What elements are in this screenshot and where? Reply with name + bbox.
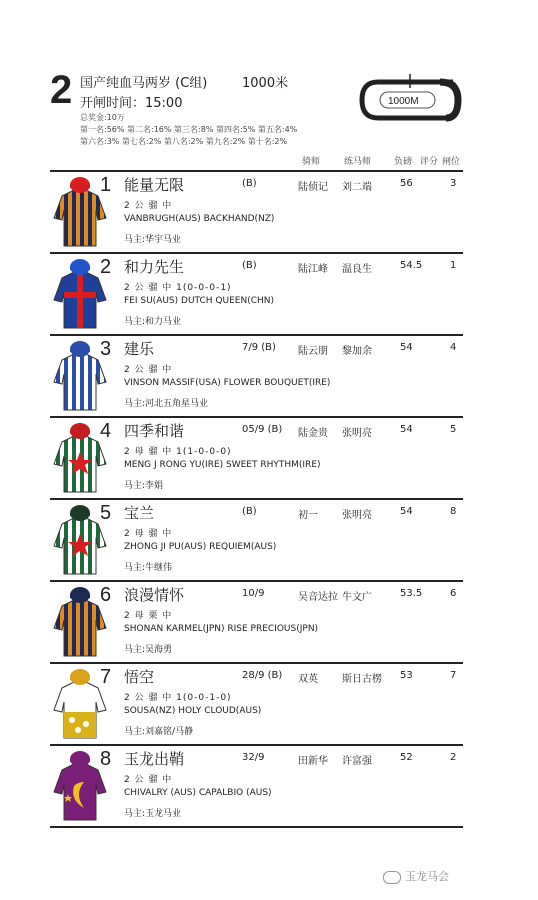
table-end-divider	[50, 826, 463, 828]
weight: 56	[400, 178, 413, 189]
horse-odds: (B)	[242, 178, 257, 189]
horse-odds: 28/9 (B)	[242, 670, 283, 681]
prize-split-line-2: 第六名:3% 第七名:2% 第八名:2% 第九名:2% 第十名:2%	[80, 137, 288, 146]
total-prize: 总奖金:10万	[80, 113, 125, 122]
weight: 54	[400, 424, 413, 435]
jockey-name: 陆云朋	[298, 346, 328, 357]
gate: 5	[450, 424, 457, 435]
horse-row	[50, 580, 463, 662]
start-time: 开闸时间：15:00	[80, 96, 183, 111]
race-title: 国产纯血马两岁 (C组)	[80, 76, 208, 91]
horse-info: 2 公 骝 中 1(0-0-1-0)	[124, 693, 232, 703]
trainer-name: 牛文广	[342, 592, 372, 603]
pedigree: CHIVALRY (AUS) CAPALBIO (AUS)	[124, 788, 272, 798]
jockey-name: 陆江峰	[298, 264, 328, 275]
horse-name: 和力先生	[124, 258, 185, 276]
horse-row	[50, 498, 463, 580]
track-label: 1000M	[388, 96, 419, 107]
gate: 8	[450, 506, 457, 517]
gate: 3	[450, 178, 457, 189]
gate: 6	[450, 588, 457, 599]
pedigree: VINSON MASSIF(USA) FLOWER BOUQUET(IRE)	[124, 378, 331, 388]
horse-row	[50, 416, 463, 498]
header-weight: 负磅	[394, 157, 413, 167]
horse-name: 悟空	[124, 668, 155, 686]
horse-info: 2 母 骝 中	[124, 529, 173, 539]
watermark: 玉龙马会	[383, 868, 449, 884]
race-number: 2	[50, 68, 73, 112]
owner: 马主:刘嘉铭/马静	[124, 727, 194, 737]
horse-row	[50, 662, 463, 744]
owner: 马主:和力马业	[124, 317, 182, 327]
horse-name: 四季和谐	[124, 422, 185, 440]
horse-row	[50, 334, 463, 416]
jockey-name: 吴音达拉	[298, 592, 338, 603]
weight: 53	[400, 670, 413, 681]
weight: 54	[400, 342, 413, 353]
weight: 52	[400, 752, 413, 763]
trainer-name: 张明亮	[342, 428, 372, 439]
horse-info: 2 母 栗 中	[124, 611, 173, 621]
gate: 1	[450, 260, 457, 271]
horse-row	[50, 252, 463, 334]
horse-name: 建乐	[124, 340, 155, 358]
wechat-logo-icon	[383, 871, 401, 884]
trainer-name: 许富强	[342, 756, 372, 767]
owner: 马主:吴海勇	[124, 645, 173, 655]
horse-name: 玉龙出鞘	[124, 750, 185, 768]
header-gate: 闸位	[442, 157, 461, 167]
pedigree: FEI SU(AUS) DUTCH QUEEN(CHN)	[124, 296, 275, 306]
race-card	[50, 0, 463, 900]
trainer-name: 刘二端	[342, 182, 372, 193]
pedigree: VANBRUGH(AUS) BACKHAND(NZ)	[124, 214, 275, 224]
horse-info: 2 公 骝 中	[124, 365, 173, 375]
trainer-name: 温良生	[342, 264, 372, 275]
horse-info: 2 公 骝 中	[124, 201, 173, 211]
horse-odds: 10/9	[242, 588, 265, 599]
horse-odds: 05/9 (B)	[242, 424, 283, 435]
header-rating: 评分	[420, 157, 439, 167]
owner: 马主:李娟	[124, 481, 164, 491]
horse-info: 2 母 骝 中 1(1-0-0-0)	[124, 447, 232, 457]
horse-row	[50, 744, 463, 826]
trainer-name: 张明亮	[342, 510, 372, 521]
pedigree: MENG J RONG YU(IRE) SWEET RHYTHM(IRE)	[124, 460, 321, 470]
horse-number: 8	[100, 748, 112, 770]
horse-name: 浪漫情怀	[124, 586, 185, 604]
track-diagram	[358, 72, 463, 128]
prize-split-line-1: 第一名:56% 第二名:16% 第三名:8% 第四名:5% 第五名:4%	[80, 125, 298, 134]
gate: 7	[450, 670, 457, 681]
horse-number: 1	[100, 174, 112, 196]
horse-number: 5	[100, 502, 112, 524]
owner: 马主:牛继伟	[124, 563, 173, 573]
pedigree: ZHONG JI PU(AUS) REQUIEM(AUS)	[124, 542, 277, 552]
horse-odds: (B)	[242, 506, 257, 517]
horse-info: 2 公 骝 中 1(0-0-0-1)	[124, 283, 232, 293]
horse-odds: (B)	[242, 260, 257, 271]
pedigree: SOUSA(NZ) HOLY CLOUD(AUS)	[124, 706, 262, 716]
jockey-name: 陆侦记	[298, 182, 328, 193]
horse-info: 2 公 骝 中	[124, 775, 173, 785]
horse-name: 宝兰	[124, 504, 155, 522]
pedigree: SHONAN KARMEL(JPN) RISE PRECIOUS(JPN)	[124, 624, 319, 634]
jockey-name: 初一	[298, 510, 318, 521]
gate: 4	[450, 342, 457, 353]
horse-row	[50, 170, 463, 252]
jockey-name: 陆金贵	[298, 428, 328, 439]
horse-number: 6	[100, 584, 112, 606]
owner: 马主:玉龙马业	[124, 809, 182, 819]
trainer-name: 斯日古楞	[342, 674, 382, 685]
horse-number: 7	[100, 666, 112, 688]
horse-number: 3	[100, 338, 112, 360]
weight: 54	[400, 506, 413, 517]
horse-name: 能量无限	[124, 176, 185, 194]
weight: 54.5	[400, 260, 423, 271]
owner: 马主:华宇马业	[124, 235, 182, 245]
weight: 53.5	[400, 588, 423, 599]
horse-number: 4	[100, 420, 112, 442]
owner: 马主:河北五角星马业	[124, 399, 209, 409]
header-jockey: 骑师	[302, 157, 321, 167]
jockey-name: 双英	[298, 674, 318, 685]
race-distance: 1000米	[242, 76, 289, 91]
horse-odds: 32/9	[242, 752, 265, 763]
jockey-name: 田新华	[298, 756, 328, 767]
gate: 2	[450, 752, 457, 763]
trainer-name: 黎加余	[342, 346, 372, 357]
horse-number: 2	[100, 256, 112, 278]
horse-odds: 7/9 (B)	[242, 342, 276, 353]
header-trainer: 练马师	[344, 157, 372, 167]
